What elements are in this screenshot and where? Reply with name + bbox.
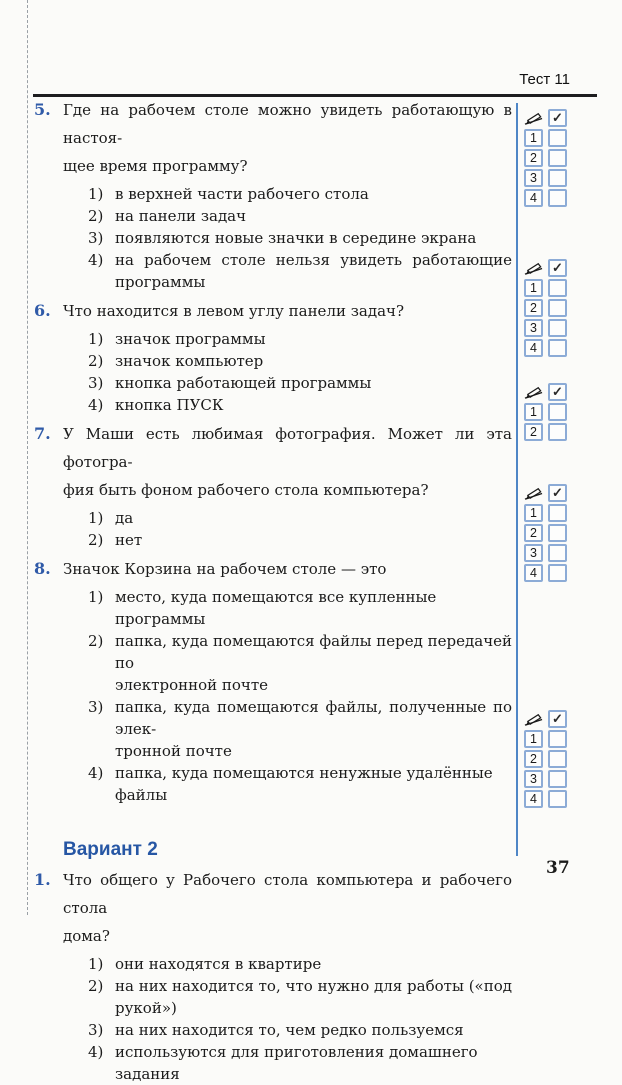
option-marker: 1) xyxy=(88,185,104,203)
answer-checkbox[interactable] xyxy=(548,189,567,207)
question-column xyxy=(34,96,512,1085)
answer-group-q8 xyxy=(524,484,572,584)
option-marker: 2) xyxy=(88,207,104,225)
option-1 xyxy=(88,183,512,205)
question-text-line: щее время программу? xyxy=(63,157,248,175)
option-text-line: кнопка работающей программы xyxy=(115,374,372,392)
option-2 xyxy=(88,205,512,227)
question-5 xyxy=(34,96,512,293)
answer-row xyxy=(524,423,572,441)
answer-number-label: 2 xyxy=(524,149,543,167)
answer-number-label: 2 xyxy=(524,299,543,317)
answer-group-q6 xyxy=(524,259,572,359)
option-text-line: на рабочем столе нельзя увидеть работающие программы xyxy=(115,251,512,291)
option-4 xyxy=(88,394,512,416)
answer-checkbox[interactable] xyxy=(548,423,567,441)
option-2 xyxy=(88,350,512,372)
answer-group-v2q1 xyxy=(524,710,572,810)
answer-number-label: 4 xyxy=(524,564,543,582)
option-4 xyxy=(88,1041,512,1085)
options-list xyxy=(88,507,512,551)
answer-group-q7 xyxy=(524,383,572,443)
answer-number-label: 1 xyxy=(524,279,543,297)
options-list xyxy=(88,183,512,293)
option-text-line: значок компьютер xyxy=(115,352,264,370)
option-marker: 1) xyxy=(88,509,104,527)
answer-checkbox[interactable] xyxy=(548,504,567,522)
question-6 xyxy=(34,297,512,416)
option-text-line: они находятся в квартире xyxy=(115,955,322,973)
options-list xyxy=(88,586,512,806)
option-1 xyxy=(88,507,512,529)
answer-row xyxy=(524,544,572,562)
answer-number-label: 2 xyxy=(524,750,543,768)
answer-row xyxy=(524,790,572,808)
answer-row xyxy=(524,279,572,297)
question-text-line: дома? xyxy=(63,927,110,945)
option-text-line: используются для приготовления домашнего задания xyxy=(115,1043,478,1083)
answer-number-label: 3 xyxy=(524,770,543,788)
option-1 xyxy=(88,953,512,975)
option-marker: 1) xyxy=(88,588,104,606)
answer-checkbox[interactable] xyxy=(548,169,567,187)
pencil-icon xyxy=(524,383,543,401)
answer-group-header xyxy=(524,259,572,277)
answer-checkbox[interactable] xyxy=(548,279,567,297)
answer-checkbox[interactable] xyxy=(548,564,567,582)
answer-row xyxy=(524,169,572,187)
option-marker: 4) xyxy=(88,1043,104,1061)
answer-row xyxy=(524,750,572,768)
question-8 xyxy=(34,555,512,806)
answer-checkbox[interactable] xyxy=(548,524,567,542)
option-marker: 4) xyxy=(88,396,104,414)
answer-group-header xyxy=(524,484,572,502)
option-text-line: на них находится то, что нужно для работы («под рукой») xyxy=(115,977,512,1017)
option-3 xyxy=(88,372,512,394)
variant-2-heading: Вариант 2 xyxy=(63,839,158,860)
answer-checkbox[interactable] xyxy=(548,750,567,768)
options-list xyxy=(88,328,512,416)
option-text-line: место, куда помещаются все купленные программы xyxy=(115,588,437,628)
checkmark-icon: ✓ xyxy=(548,383,567,401)
answer-checkbox[interactable] xyxy=(548,544,567,562)
question-text-line: Значок Корзина на рабочем столе — это xyxy=(63,560,387,578)
answer-number-label: 2 xyxy=(524,423,543,441)
option-marker: 3) xyxy=(88,374,104,392)
option-marker: 1) xyxy=(88,955,104,973)
option-marker: 3) xyxy=(88,229,104,247)
answer-row xyxy=(524,339,572,357)
answer-row xyxy=(524,504,572,522)
answer-number-label: 1 xyxy=(524,730,543,748)
pencil-icon xyxy=(524,484,543,502)
answer-number-label: 1 xyxy=(524,504,543,522)
page-margin-dashed-line xyxy=(27,0,28,915)
answer-row xyxy=(524,564,572,582)
question-text-line: Что находится в левом углу панели задач? xyxy=(63,302,404,320)
option-2 xyxy=(88,975,512,1019)
answer-number-label: 2 xyxy=(524,524,543,542)
option-text-line: электронной почте xyxy=(115,676,269,694)
answer-row xyxy=(524,770,572,788)
answer-row xyxy=(524,730,572,748)
pencil-icon xyxy=(524,259,543,277)
answer-number-label: 3 xyxy=(524,544,543,562)
answer-row xyxy=(524,524,572,542)
option-marker: 3) xyxy=(88,1021,104,1039)
option-3 xyxy=(88,227,512,249)
checkmark-icon: ✓ xyxy=(548,484,567,502)
answer-number-label: 3 xyxy=(524,319,543,337)
variant2-question-1 xyxy=(34,866,512,1085)
answer-checkbox[interactable] xyxy=(548,730,567,748)
answer-number-label: 3 xyxy=(524,169,543,187)
answer-checkbox[interactable] xyxy=(548,319,567,337)
running-head-title: Тест 11 xyxy=(519,71,570,88)
option-1 xyxy=(88,586,512,630)
answer-row xyxy=(524,129,572,147)
answer-checkbox[interactable] xyxy=(548,339,567,357)
answer-group-header xyxy=(524,710,572,728)
answer-row xyxy=(524,149,572,167)
page-number: 37 xyxy=(546,858,570,878)
options-list xyxy=(88,953,512,1085)
option-3 xyxy=(88,1019,512,1041)
answer-rail-divider xyxy=(516,103,518,856)
option-marker: 2) xyxy=(88,352,104,370)
question-text-line: Что общего у Рабочего стола компьютера и рабочего стола xyxy=(63,871,512,917)
option-text-line: значок программы xyxy=(115,330,266,348)
question-number: 7. xyxy=(34,424,51,443)
question-number: 6. xyxy=(34,301,51,320)
answer-checkbox[interactable] xyxy=(548,790,567,808)
option-text-line: папка, куда помещаются ненужные удалённые файлы xyxy=(115,764,493,804)
option-text-line: появляются новые значки в середине экрана xyxy=(115,229,477,247)
answer-group-header xyxy=(524,383,572,401)
option-2 xyxy=(88,630,512,696)
answer-row xyxy=(524,319,572,337)
question-text-line: фия быть фоном рабочего стола компьютера? xyxy=(63,481,429,499)
answer-number-label: 1 xyxy=(524,403,543,421)
option-text-line: на них находится то, чем редко пользуемся xyxy=(115,1021,464,1039)
answer-checkbox[interactable] xyxy=(548,129,567,147)
option-3 xyxy=(88,696,512,762)
option-text-line: кнопка ПУСК xyxy=(115,396,224,414)
question-number: 8. xyxy=(34,559,51,578)
question-number: 1. xyxy=(34,870,51,889)
answer-number-label: 4 xyxy=(524,189,543,207)
pencil-icon xyxy=(524,109,543,127)
question-7 xyxy=(34,420,512,551)
question-text-line: У Маши есть любимая фотография. Может ли эта фотогра- xyxy=(63,425,512,471)
option-2 xyxy=(88,529,512,551)
answer-row xyxy=(524,403,572,421)
option-marker: 2) xyxy=(88,531,104,549)
pencil-icon xyxy=(524,710,543,728)
option-text-line: тронной почте xyxy=(115,742,232,760)
answer-checkbox[interactable] xyxy=(548,299,567,317)
answer-number-label: 1 xyxy=(524,129,543,147)
answer-row xyxy=(524,189,572,207)
option-text-line: папка, куда помещаются файлы, полученные по элек- xyxy=(115,698,512,738)
option-4 xyxy=(88,249,512,293)
option-marker: 2) xyxy=(88,977,104,995)
option-marker: 2) xyxy=(88,632,104,650)
answer-checkbox[interactable] xyxy=(548,770,567,788)
option-marker: 3) xyxy=(88,698,104,716)
question-number: 5. xyxy=(34,100,51,119)
question-text-line: Где на рабочем столе можно увидеть работающую в настоя- xyxy=(63,101,512,147)
checkmark-icon: ✓ xyxy=(548,259,567,277)
option-marker: 4) xyxy=(88,251,104,269)
option-1 xyxy=(88,328,512,350)
answer-row xyxy=(524,299,572,317)
answer-number-label: 4 xyxy=(524,339,543,357)
option-4 xyxy=(88,762,512,806)
checkmark-icon: ✓ xyxy=(548,710,567,728)
answer-checkbox[interactable] xyxy=(548,403,567,421)
answer-group-q5 xyxy=(524,109,572,209)
answer-group-header xyxy=(524,109,572,127)
option-text-line: на панели задач xyxy=(115,207,247,225)
option-text-line: да xyxy=(115,509,134,527)
answer-checkbox[interactable] xyxy=(548,149,567,167)
option-marker: 4) xyxy=(88,764,104,782)
option-text-line: папка, куда помещаются файлы перед передачей по xyxy=(115,632,512,672)
option-marker: 1) xyxy=(88,330,104,348)
checkmark-icon: ✓ xyxy=(548,109,567,127)
answer-number-label: 4 xyxy=(524,790,543,808)
option-text-line: нет xyxy=(115,531,143,549)
option-text-line: в верхней части рабочего стола xyxy=(115,185,369,203)
